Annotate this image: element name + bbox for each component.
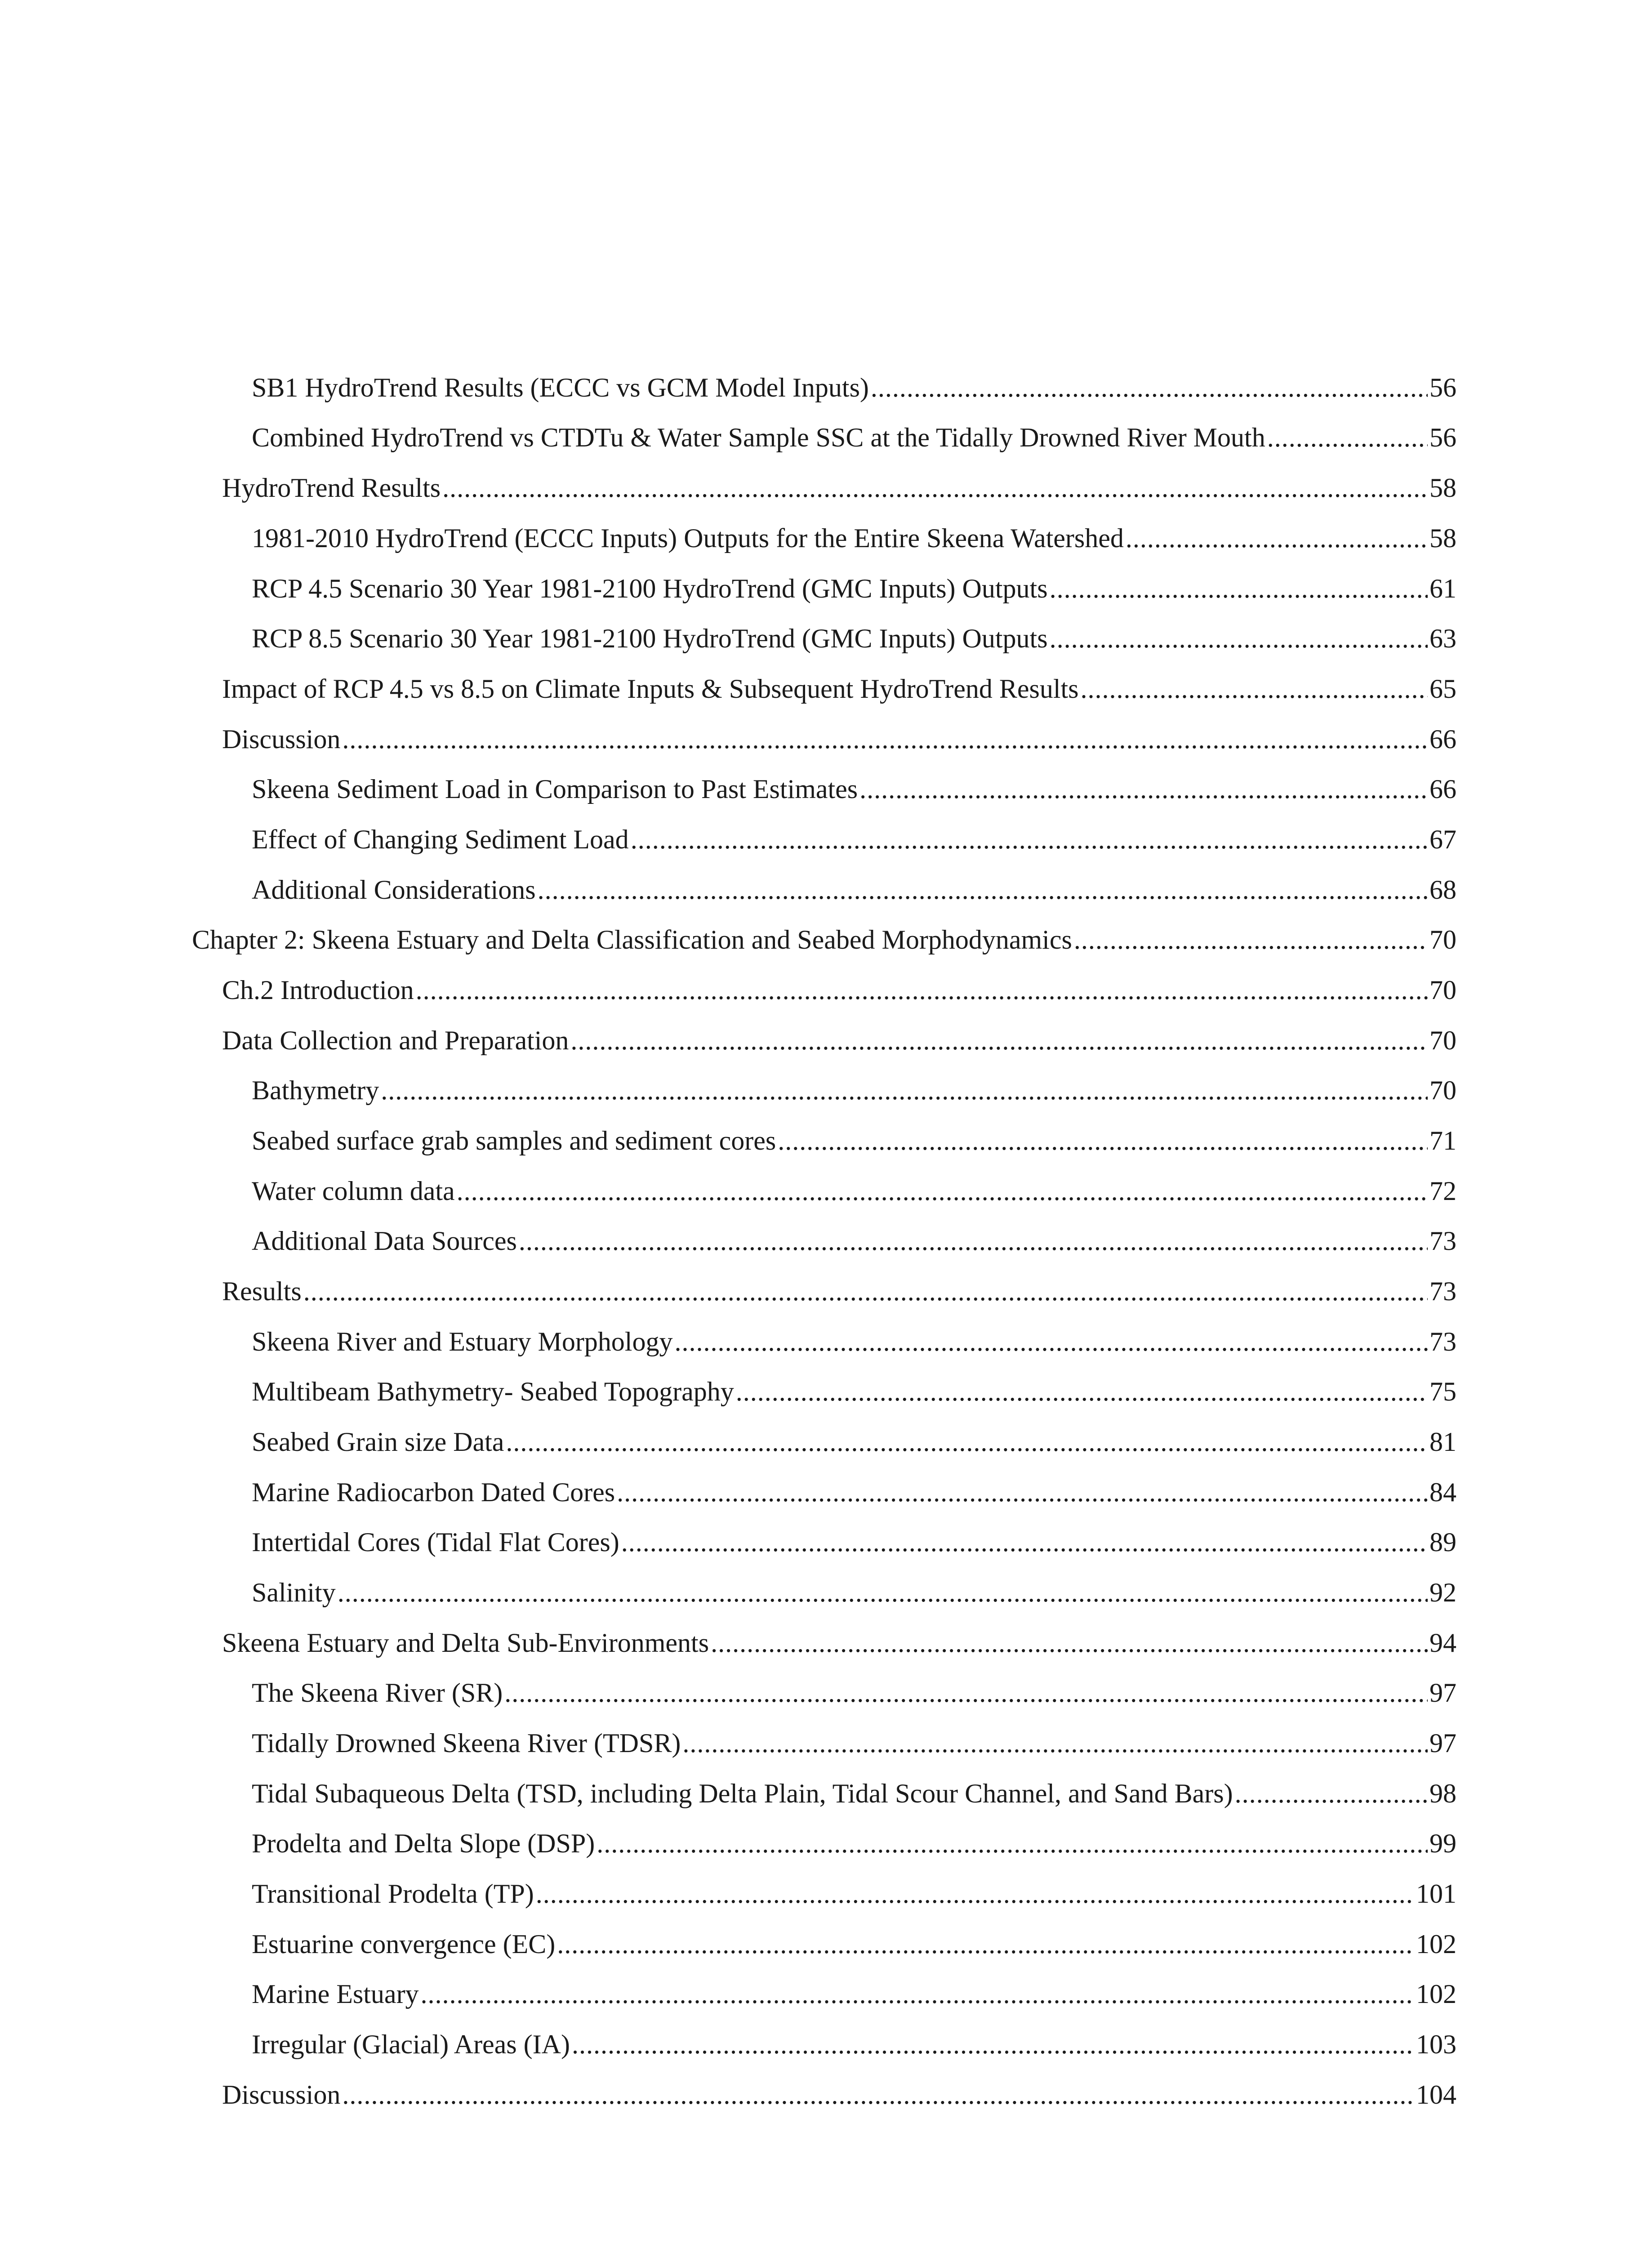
dot-leader <box>859 767 1428 812</box>
dot-leader <box>1081 666 1428 711</box>
toc-entry-title: 1981-2010 HydroTrend (ECCC Inputs) Outputs for the Entire Skeena Watershed <box>252 523 1124 553</box>
dot-leader <box>631 817 1428 862</box>
dot-leader <box>617 1470 1428 1515</box>
toc-entry-page: 66 <box>1429 774 1456 804</box>
dot-leader <box>538 867 1428 912</box>
dot-leader <box>1267 415 1428 460</box>
toc-entry <box>222 666 1456 711</box>
dot-leader <box>1050 616 1428 661</box>
toc-entry-page: 72 <box>1429 1176 1456 1206</box>
toc-entry <box>222 1018 1456 1063</box>
dot-leader <box>338 1570 1428 1615</box>
toc-entry-title: RCP 4.5 Scenario 30 Year 1981-2100 HydroTrend (GMC Inputs) Outputs <box>252 574 1048 603</box>
toc-entry-title: Discussion <box>222 724 341 754</box>
toc-entry-title: Discussion <box>222 2080 341 2110</box>
toc-entry-page: 61 <box>1429 574 1456 603</box>
toc-entry-page: 89 <box>1429 1527 1456 1557</box>
toc-entry-page: 56 <box>1429 373 1456 402</box>
dot-leader <box>303 1269 1428 1314</box>
dot-leader <box>504 1670 1428 1715</box>
dot-leader <box>597 1821 1428 1866</box>
toc-entry-page: 101 <box>1416 1879 1456 1909</box>
toc-entry-title: Data Collection and Preparation <box>222 1026 569 1055</box>
toc-entry-title: Irregular (Glacial) Areas (IA) <box>252 2029 570 2059</box>
dot-leader <box>871 365 1428 410</box>
toc-entry-page: 102 <box>1416 1929 1456 1959</box>
toc-entry-page: 71 <box>1429 1126 1456 1155</box>
toc-entry <box>252 1971 1456 2016</box>
dot-leader <box>519 1218 1428 1263</box>
toc-entry <box>252 1068 1456 1113</box>
toc-entry <box>252 1570 1456 1615</box>
dot-leader <box>506 1419 1428 1464</box>
toc-entry-page: 75 <box>1429 1377 1456 1406</box>
toc-entry <box>222 968 1456 1012</box>
toc-entry-title: Seabed Grain size Data <box>252 1427 504 1457</box>
dot-leader <box>381 1068 1428 1113</box>
dot-leader <box>457 1169 1428 1213</box>
toc-entry-title: Multibeam Bathymetry- Seabed Topography <box>252 1377 734 1406</box>
toc-entry-page: 70 <box>1429 1026 1456 1055</box>
dot-leader <box>421 1971 1414 2016</box>
toc-entry-title: Transitional Prodelta (TP) <box>252 1879 534 1909</box>
toc-entry-title: Skeena River and Estuary Morphology <box>252 1327 673 1356</box>
toc-entry <box>252 1922 1456 1967</box>
toc-entry <box>192 917 1456 962</box>
toc-entry-page: 66 <box>1429 724 1456 754</box>
toc-entry <box>252 1419 1456 1464</box>
toc-entry-page: 97 <box>1429 1728 1456 1758</box>
toc-entry <box>252 516 1456 561</box>
toc-entry-page: 67 <box>1429 825 1456 854</box>
toc-entry <box>252 817 1456 862</box>
toc-entry-title: Seabed surface grab samples and sediment cores <box>252 1126 776 1155</box>
dot-leader <box>570 1018 1428 1063</box>
dot-leader <box>1235 1771 1428 1816</box>
dot-leader <box>1126 516 1428 561</box>
toc-entry-title: Bathymetry <box>252 1075 379 1105</box>
toc-entry-page: 97 <box>1429 1678 1456 1708</box>
toc-entry <box>252 415 1456 460</box>
toc-entry-title: Chapter 2: Skeena Estuary and Delta Classification and Seabed Morphodynamics <box>192 925 1072 955</box>
dot-leader <box>778 1118 1428 1163</box>
toc-entry-page: 92 <box>1429 1578 1456 1607</box>
toc-entry-page: 73 <box>1429 1276 1456 1306</box>
toc-entry <box>222 2072 1456 2117</box>
dot-leader <box>1050 566 1428 611</box>
dot-leader <box>342 717 1428 762</box>
toc-entry-title: Prodelta and Delta Slope (DSP) <box>252 1829 595 1858</box>
toc-entry <box>252 566 1456 611</box>
toc-entry-title: SB1 HydroTrend Results (ECCC vs GCM Model Inputs) <box>252 373 869 402</box>
toc-entry <box>252 1721 1456 1766</box>
toc-entry-page: 63 <box>1429 624 1456 653</box>
toc-entry-page: 56 <box>1429 423 1456 452</box>
toc-entry-page: 58 <box>1429 473 1456 503</box>
dot-leader <box>572 2022 1414 2067</box>
toc-entry <box>222 465 1456 510</box>
toc-entry-page: 65 <box>1429 674 1456 704</box>
toc-entry-title: Marine Radiocarbon Dated Cores <box>252 1477 615 1507</box>
toc-entry <box>252 2022 1456 2067</box>
dot-leader <box>736 1369 1428 1414</box>
dot-leader <box>1074 917 1428 962</box>
toc-entry-page: 98 <box>1429 1779 1456 1808</box>
toc-entry-page: 70 <box>1429 1075 1456 1105</box>
toc-entry-page: 73 <box>1429 1327 1456 1356</box>
toc-entry <box>222 717 1456 762</box>
toc-entry-page: 94 <box>1429 1628 1456 1658</box>
toc-entry <box>252 616 1456 661</box>
toc-entry-title: Skeena Estuary and Delta Sub-Environments <box>222 1628 709 1658</box>
dot-leader <box>442 465 1428 510</box>
toc-entry-page: 73 <box>1429 1226 1456 1256</box>
dot-leader <box>621 1520 1428 1565</box>
toc-entry-page: 102 <box>1416 1979 1456 2009</box>
toc-entry-title: Estuarine convergence (EC) <box>252 1929 556 1959</box>
toc-entry-title: Skeena Sediment Load in Comparison to Past Estimates <box>252 774 858 804</box>
toc-entry <box>252 1771 1456 1816</box>
dot-leader <box>711 1620 1428 1665</box>
toc-entry-title: Results <box>222 1276 302 1306</box>
toc-entry-page: 68 <box>1429 875 1456 905</box>
dot-leader <box>557 1922 1414 1967</box>
toc-entry-title: Additional Considerations <box>252 875 536 905</box>
toc-entry <box>252 1218 1456 1263</box>
toc-entry-title: Intertidal Cores (Tidal Flat Cores) <box>252 1527 619 1557</box>
toc-entry <box>252 1169 1456 1213</box>
toc-entry-page: 70 <box>1429 975 1456 1005</box>
toc-entry <box>252 1871 1456 1916</box>
toc-entry-page: 81 <box>1429 1427 1456 1457</box>
toc-entry <box>252 1470 1456 1515</box>
toc-entry <box>252 1670 1456 1715</box>
toc-entry <box>222 1269 1456 1314</box>
toc-entry-title: Salinity <box>252 1578 336 1607</box>
toc-entry-page: 58 <box>1429 523 1456 553</box>
toc-entry-page: 99 <box>1429 1829 1456 1858</box>
toc-entry-title: Additional Data Sources <box>252 1226 517 1256</box>
toc-entry <box>252 1369 1456 1414</box>
toc-entry <box>252 1821 1456 1866</box>
toc-entry-title: Impact of RCP 4.5 vs 8.5 on Climate Inputs & Subsequent HydroTrend Results <box>222 674 1079 704</box>
dot-leader <box>682 1721 1428 1766</box>
toc-entry-title: Tidally Drowned Skeena River (TDSR) <box>252 1728 681 1758</box>
toc-entry-page: 104 <box>1416 2080 1456 2110</box>
toc-entry-page: 103 <box>1416 2029 1456 2059</box>
toc-entry-title: Marine Estuary <box>252 1979 419 2009</box>
toc-entry-title: The Skeena River (SR) <box>252 1678 503 1708</box>
toc-entry <box>252 1319 1456 1364</box>
dot-leader <box>342 2072 1414 2117</box>
dot-leader <box>674 1319 1428 1364</box>
toc-entry-title: Tidal Subaqueous Delta (TSD, including Delta Plain, Tidal Scour Channel, and Sand Bars) <box>252 1779 1233 1808</box>
toc-entry-page: 84 <box>1429 1477 1456 1507</box>
toc-entry-title: RCP 8.5 Scenario 30 Year 1981-2100 HydroTrend (GMC Inputs) Outputs <box>252 624 1048 653</box>
toc-entry-page: 70 <box>1429 925 1456 955</box>
toc-entry-title: Water column data <box>252 1176 455 1206</box>
toc-entry <box>252 867 1456 912</box>
toc-entry-title: Ch.2 Introduction <box>222 975 414 1005</box>
toc-entry <box>222 1620 1456 1665</box>
toc-entry <box>252 1520 1456 1565</box>
toc-entry <box>252 1118 1456 1163</box>
toc-entry <box>252 365 1456 410</box>
toc-entry-title: Combined HydroTrend vs CTDTu & Water Sample SSC at the Tidally Drowned River Mouth <box>252 423 1265 452</box>
toc-entry <box>252 767 1456 812</box>
dot-leader <box>416 968 1428 1012</box>
dot-leader <box>536 1871 1414 1916</box>
toc-entry-title: HydroTrend Results <box>222 473 441 503</box>
toc-entry-title: Effect of Changing Sediment Load <box>252 825 629 854</box>
